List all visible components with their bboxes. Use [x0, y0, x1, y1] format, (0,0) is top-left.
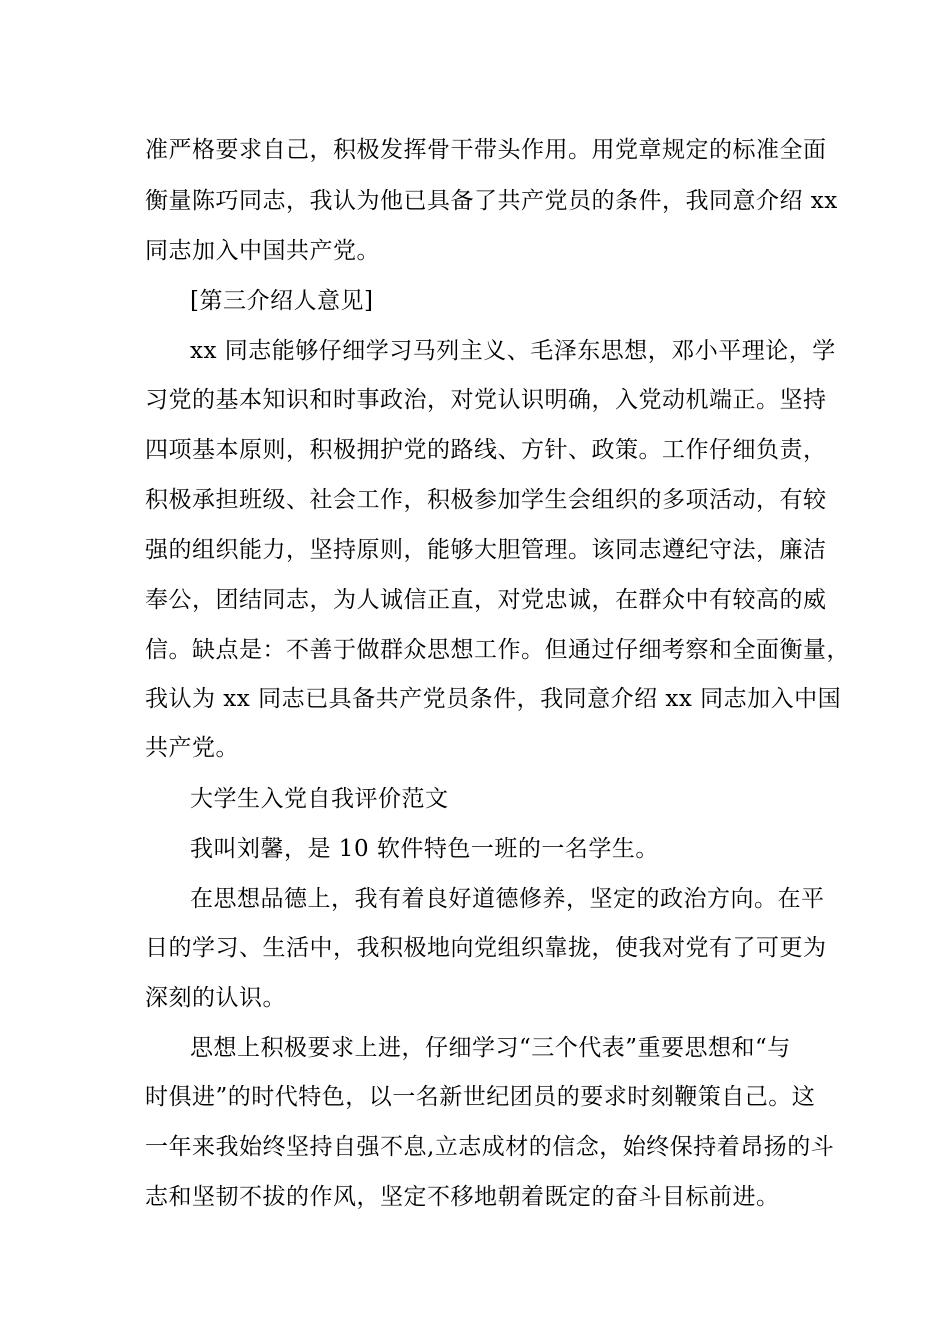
text-line: 信。缺点是：不善于做群众思想工作。但通过仔细考察和全面衡量， — [145, 637, 850, 663]
text-line: 强的组织能力，坚持原则，能够大胆管理。该同志遵纪守法，廉洁 — [145, 537, 827, 563]
text-line: 我叫刘馨，是 10 软件特色一班的一名学生。 — [190, 836, 659, 862]
text-line: 时俱进”的时代特色，以一名新世纪团员的要求时刻鞭策自己。这 — [145, 1084, 816, 1110]
text-line: 共产党。 — [145, 735, 239, 761]
text-line: 衡量陈巧同志，我认为他已具备了共产党员的条件，我同意介绍 xx — [145, 188, 838, 214]
text-line: 志和坚韧不拔的作风，坚定不移地朝着既定的奋斗目标前进。 — [145, 1184, 780, 1210]
text-line: 深刻的认识。 — [145, 985, 286, 1011]
section-heading: 大学生入党自我评价范文 — [190, 786, 449, 812]
text-line: 一年来我始终坚持自强不息,立志成材的信念，始终保持着昂扬的斗 — [145, 1134, 835, 1160]
text-line: 我认为 xx 同志已具备共产党员条件，我同意介绍 xx 同志加入中国 — [145, 686, 842, 712]
text-line: 习党的基本知识和时事政治，对党认识明确，入党动机端正。坚持 — [145, 387, 827, 413]
text-line: xx 同志能够仔细学习马列主义、毛泽东思想，邓小平理论，学 — [190, 338, 836, 364]
text-line: 准严格要求自己，积极发挥骨干带头作用。用党章规定的标准全面 — [145, 137, 827, 163]
section-heading: [第三介绍人意见] — [190, 288, 374, 314]
text-line: 同志加入中国共产党。 — [145, 238, 380, 264]
text-line: 四项基本原则，积极拥护党的路线、方针、政策。工作仔细负责， — [145, 437, 827, 463]
text-line: 思想上积极要求上进，仔细学习“三个代表”重要思想和“与 — [190, 1035, 791, 1061]
text-line: 日的学习、生活中，我积极地向党组织靠拢，使我对党有了可更为 — [145, 935, 827, 961]
text-line: 积极承担班级、社会工作，积极参加学生会组织的多项活动，有较 — [145, 487, 827, 513]
text-line: 在思想品德上，我有着良好道德修养，坚定的政治方向。在平 — [190, 886, 825, 912]
text-line: 奉公，团结同志，为人诚信正直，对党忠诚，在群众中有较高的威 — [145, 587, 827, 613]
